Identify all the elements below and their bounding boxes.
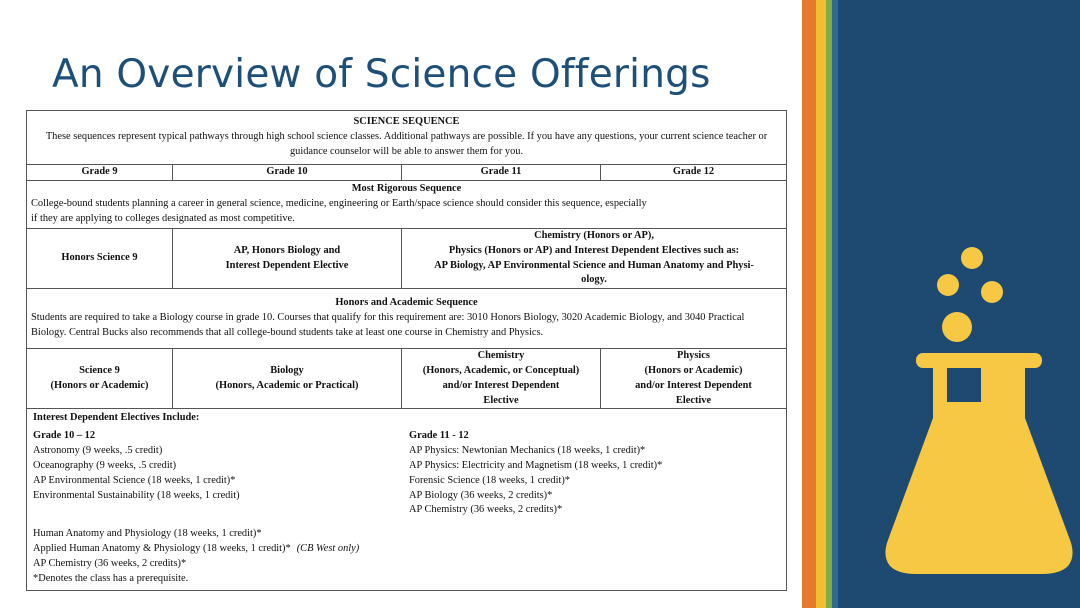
most-rigorous-title: Most Rigorous Sequence xyxy=(351,183,462,195)
honors-academic-grade9-line1: Science 9 xyxy=(79,364,120,376)
most-rigorous-grade10-line1: AP, Honors Biology and xyxy=(233,244,341,256)
table-header-title: SCIENCE SEQUENCE xyxy=(353,116,460,128)
list-item xyxy=(33,542,773,557)
list-item: AP Biology (36 weeks, 2 credits)* xyxy=(409,489,553,501)
honors-academic-grade10 xyxy=(173,349,402,409)
list-item: AP Physics: Electricity and Magnetism (18 weeks, 1 credit)* xyxy=(409,459,663,471)
electives-right-column xyxy=(409,429,779,518)
list-item: AP Environmental Science (18 weeks, 1 credit)* xyxy=(33,474,236,486)
list-item: Environmental Sustainability (18 weeks, 1 credit) xyxy=(33,489,240,501)
list-item: AP Physics: Newtonian Mechanics (18 weeks, 1 credit)* xyxy=(409,445,646,457)
yellow-stripe xyxy=(816,0,826,608)
most-rigorous-grade10-line2: Interest Dependent Elective xyxy=(225,259,349,271)
slide-title: An Overview of Science Offerings xyxy=(52,52,711,97)
most-rigorous-intro xyxy=(27,181,787,229)
campus-note: (CB West only) xyxy=(296,543,360,555)
honors-academic-title: Honors and Academic Sequence xyxy=(335,297,478,309)
list-item: Forensic Science (18 weeks, 1 credit)* xyxy=(409,474,570,486)
most-rigorous-grade9: Honors Science 9 xyxy=(27,229,173,289)
electives-bottom xyxy=(33,527,773,586)
grade-10-header: Grade 10 xyxy=(173,165,402,181)
honors-academic-grade12 xyxy=(601,349,787,409)
list-item: AP Chemistry (36 weeks, 2 credits)* xyxy=(409,504,563,516)
honors-academic-grade12-line3: and/or Interest Dependent xyxy=(635,379,752,391)
electives-left-heading: Grade 10 – 12 xyxy=(33,430,96,442)
footnote: *Denotes the class has a prerequisite. xyxy=(33,572,189,584)
honors-academic-description: Students are required to take a Biology course in grade 10. Courses that qualify for this requirement are: 3010 Honors Biology, 3020 Academic Biology, and 3040 Practical Biology. Central Bucks also recommends that all college-bound students take at least one course in Chemistry and Physics. xyxy=(31,312,745,339)
list-item: AP Chemistry (36 weeks, 2 credits)* xyxy=(33,557,187,569)
list-item: Human Anatomy and Physiology (18 weeks, 1 credit)* xyxy=(33,528,262,540)
honors-academic-grade12-line1: Physics xyxy=(677,350,710,362)
honors-academic-grade11-line1: Chemistry xyxy=(477,350,525,362)
list-item: Astronomy (9 weeks, .5 credit) xyxy=(33,445,163,457)
most-rigorous-grade11-12 xyxy=(402,229,787,289)
honors-academic-grade11-line3: and/or Interest Dependent xyxy=(442,379,560,391)
honors-academic-grade9 xyxy=(27,349,173,409)
table-header-description: These sequences represent typical pathways through high school science classes. Additional pathways are possible. If you have any questions, your current science teacher or guidance counselor will be able to answer them for you. xyxy=(45,131,768,157)
flask-icon xyxy=(838,0,1080,608)
honors-academic-grade9-line2: (Honors or Academic) xyxy=(50,379,149,391)
honors-academic-grade12-line4: Elective xyxy=(675,394,712,406)
most-rigorous-grade11-12-line4: ology. xyxy=(581,274,607,286)
table-header xyxy=(27,111,787,165)
list-item-text: Applied Human Anatomy & Physiology (18 weeks, 1 credit)* xyxy=(33,543,291,555)
grade-11-header: Grade 11 xyxy=(402,165,601,181)
honors-academic-grade10-line2: (Honors, Academic or Practical) xyxy=(215,379,359,391)
honors-academic-grade11 xyxy=(402,349,601,409)
honors-academic-grade11-line4: Elective xyxy=(483,394,519,406)
electives-right-heading: Grade 11 - 12 xyxy=(409,430,469,442)
most-rigorous-grade11-12-line3: AP Biology, AP Environmental Science and Human Anatomy and Physi- xyxy=(434,259,754,271)
grade-9-header: Grade 9 xyxy=(27,165,173,181)
honors-academic-intro xyxy=(27,289,787,349)
orange-stripe xyxy=(802,0,816,608)
electives-heading: Interest Dependent Electives Include: xyxy=(33,412,200,424)
electives-section xyxy=(27,409,787,591)
science-sequence-table xyxy=(26,110,787,591)
most-rigorous-grade10 xyxy=(173,229,402,289)
list-item: Oceanography (9 weeks, .5 credit) xyxy=(33,459,177,471)
most-rigorous-description: College-bound students planning a career in general science, medicine, engineering or Earth/space science should consider this sequence, especially if they are applying to colleges designated as most competitive. xyxy=(31,198,647,224)
honors-academic-grade11-line2: (Honors, Academic, or Conceptual) xyxy=(422,364,580,376)
most-rigorous-grade11-12-line2: Physics (Honors or AP) and Interest Dependent Electives such as: xyxy=(448,244,740,256)
honors-academic-grade12-line2: (Honors or Academic) xyxy=(644,364,743,376)
grade-12-header: Grade 12 xyxy=(601,165,787,181)
electives-left-column xyxy=(33,429,403,503)
most-rigorous-grade11-12-line1: Chemistry (Honors or AP), xyxy=(534,230,654,241)
honors-academic-grade10-line1: Biology xyxy=(270,364,304,376)
